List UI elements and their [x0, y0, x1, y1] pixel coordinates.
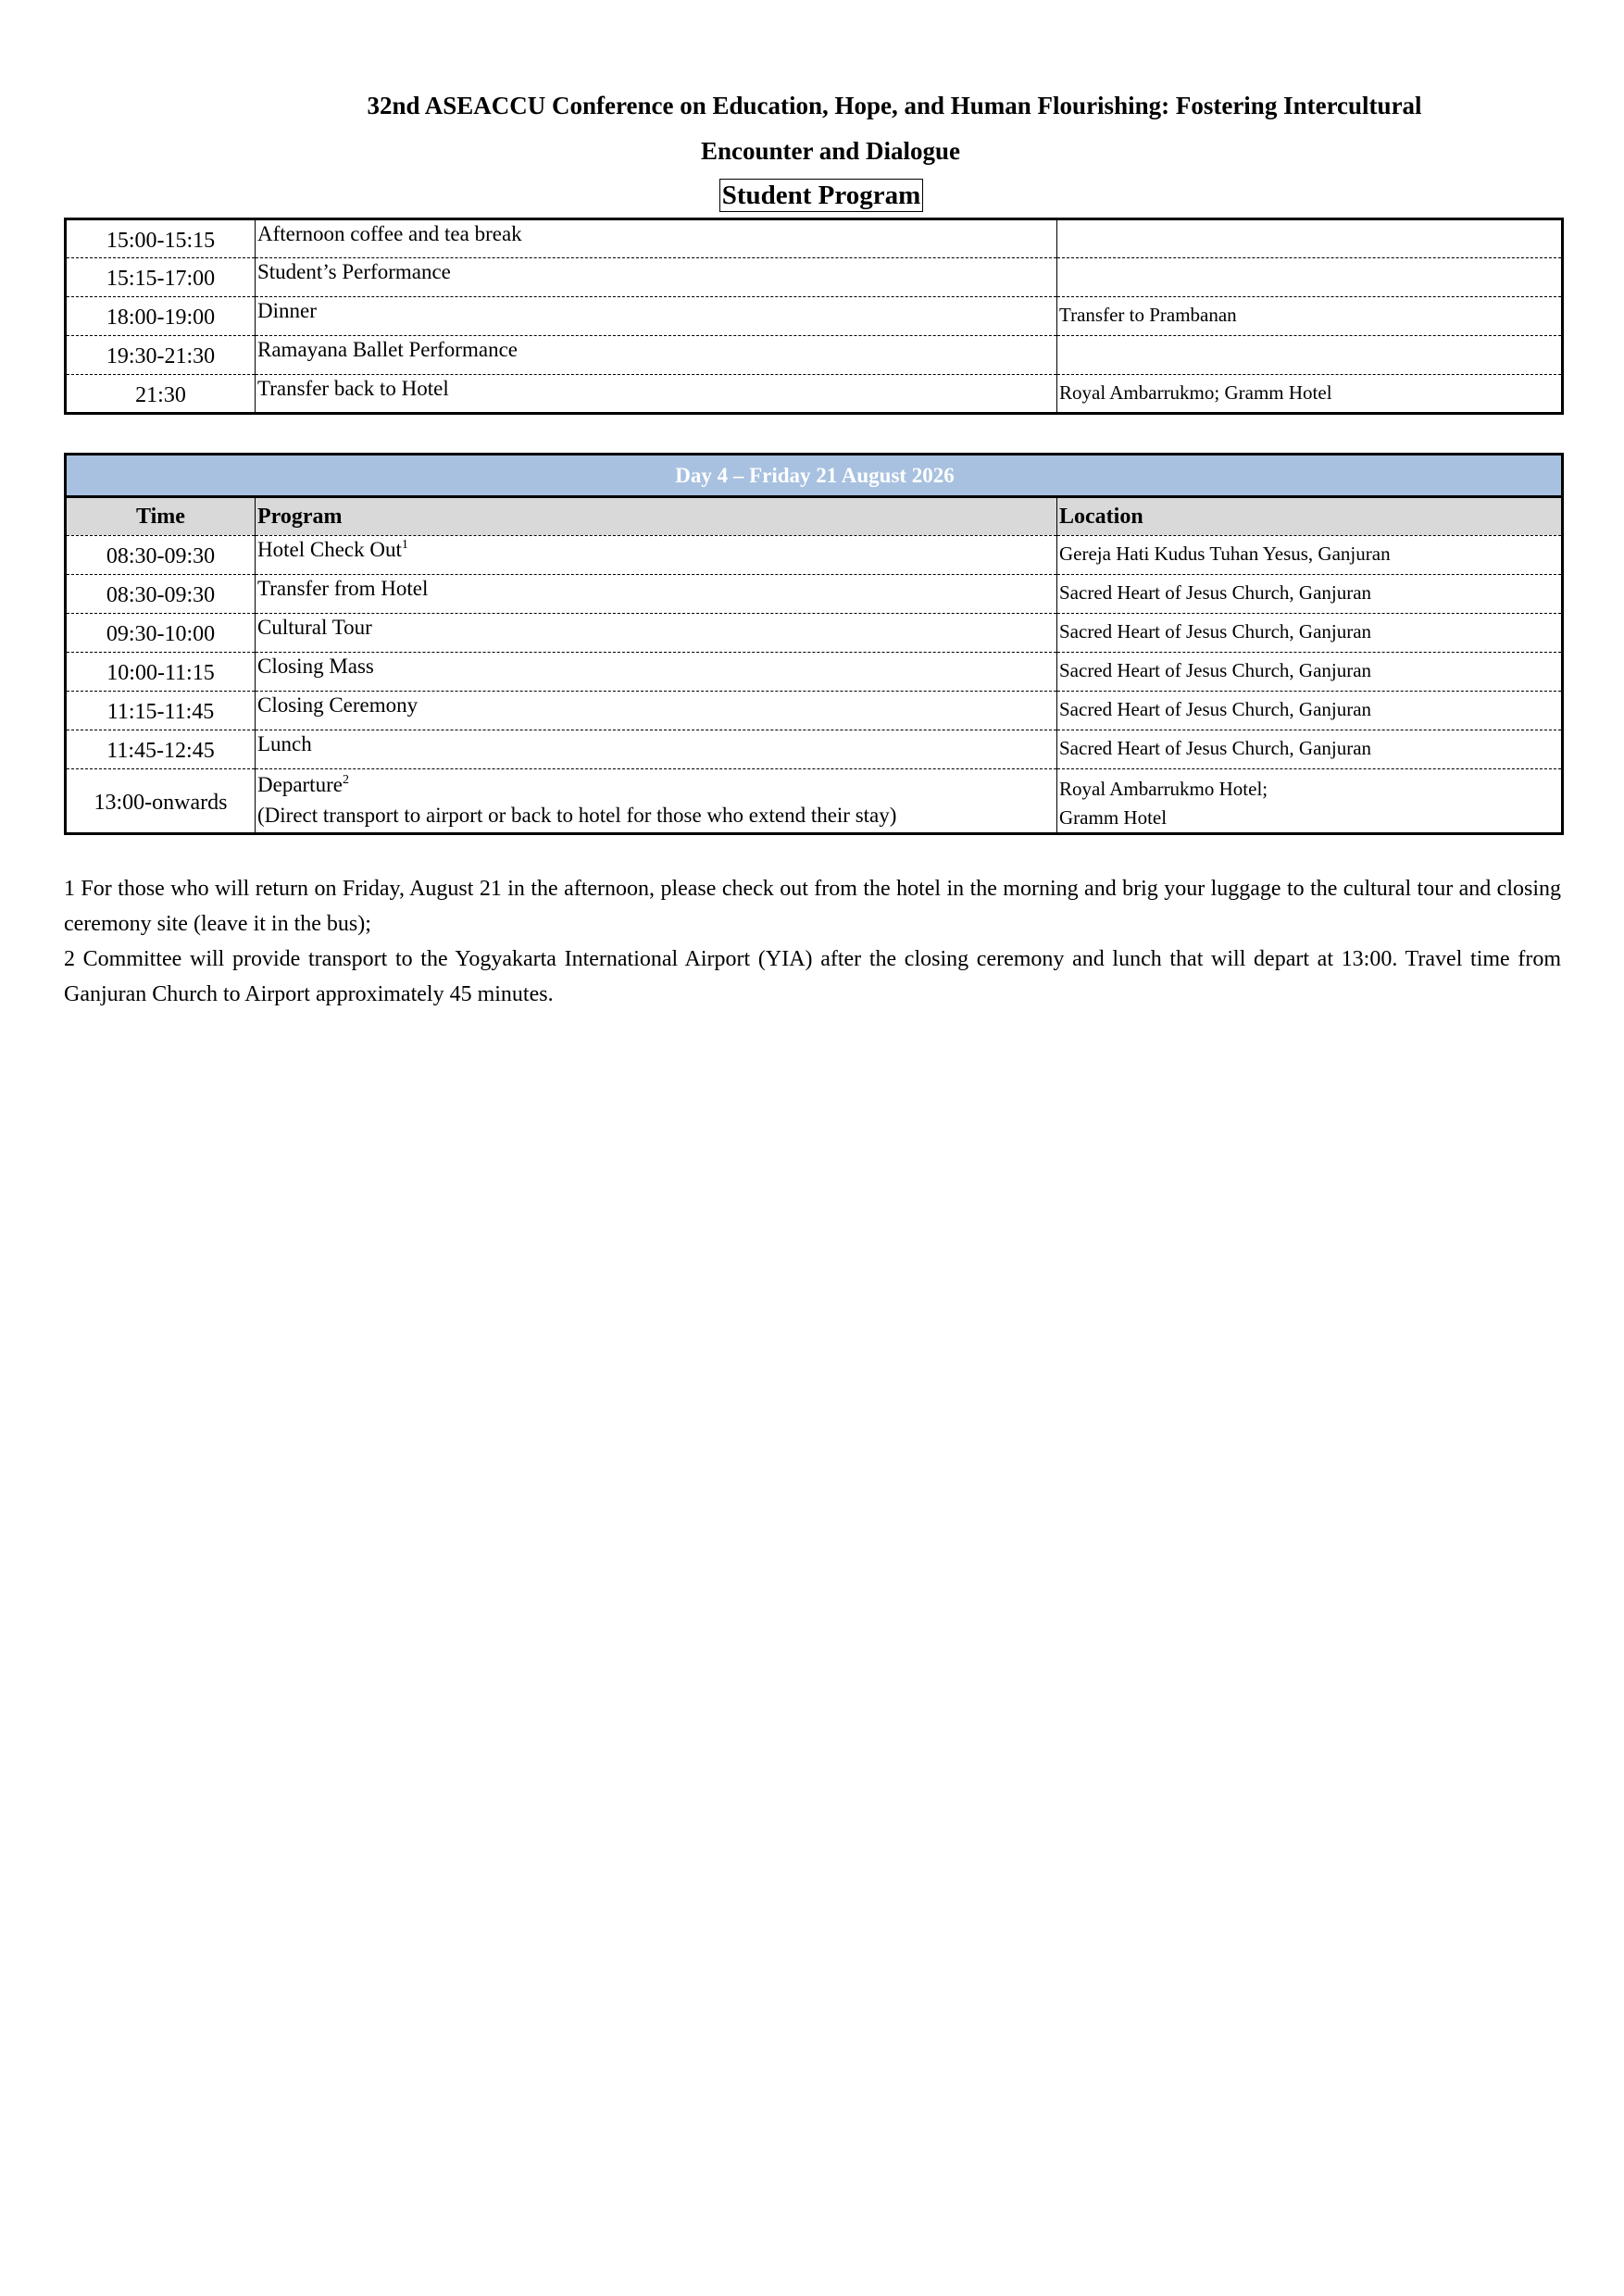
- day-header-row: [66, 455, 1563, 497]
- program-cell: Closing Mass: [256, 653, 1057, 692]
- program-cell: Transfer back to Hotel: [256, 375, 1057, 414]
- table-row: [66, 653, 1563, 692]
- location-cell: Sacred Heart of Jesus Church, Ganjuran: [1057, 730, 1563, 769]
- location-cell: Sacred Heart of Jesus Church, Ganjuran: [1057, 614, 1563, 653]
- program-note: (Direct transport to airport or back to hotel for those who extend their stay): [257, 804, 897, 827]
- table-row: [66, 375, 1563, 414]
- location-cell: [1057, 258, 1563, 297]
- footnotes: [64, 871, 1561, 1012]
- column-header-location: Location: [1057, 497, 1563, 536]
- program-text: Departure: [257, 773, 343, 796]
- time-cell: 13:00-onwards: [66, 769, 256, 834]
- location-cell: [1057, 219, 1563, 258]
- time-cell: 11:15-11:45: [66, 692, 256, 730]
- location-line-2: Gramm Hotel: [1059, 806, 1168, 829]
- location-cell: Transfer to Prambanan: [1057, 297, 1563, 336]
- table-row: [66, 692, 1563, 730]
- location-cell: Gereja Hati Kudus Tuhan Yesus, Ganjuran: [1057, 536, 1563, 575]
- program-cell: [256, 769, 1057, 834]
- location-cell: [1057, 769, 1563, 834]
- table-row: [66, 336, 1563, 375]
- footnote-1: 1 For those who will return on Friday, August 21 in the afternoon, please check out from the hotel in the morning and brig your luggage to the cultural tour and closing ceremony site (leave it in the bus);: [64, 877, 1561, 936]
- schedule-table-continued: [64, 218, 1564, 415]
- time-cell: 08:30-09:30: [66, 536, 256, 575]
- program-cell: Transfer from Hotel: [256, 575, 1057, 614]
- program-cell: Lunch: [256, 730, 1057, 769]
- program-cell: Ramayana Ballet Performance: [256, 336, 1057, 375]
- table-row: [66, 219, 1563, 258]
- table-row: [66, 614, 1563, 653]
- time-cell: 18:00-19:00: [66, 297, 256, 336]
- time-cell: 21:30: [66, 375, 256, 414]
- program-cell: Dinner: [256, 297, 1057, 336]
- day-header: Day 4 – Friday 21 August 2026: [66, 455, 1563, 497]
- program-cell: [256, 536, 1057, 575]
- footnote-marker: 1: [401, 538, 408, 552]
- footnote-2: 2 Committee will provide transport to the Yogyakarta International Airport (YIA) after the closing ceremony and lunch that will depart at 13:00. Travel time from Ganjuran Church to Airport approximately 45 minutes.: [64, 947, 1561, 1006]
- table-row: [66, 575, 1563, 614]
- table-row: [66, 769, 1563, 834]
- program-cell: Afternoon coffee and tea break: [256, 219, 1057, 258]
- location-cell: Royal Ambarrukmo; Gramm Hotel: [1057, 375, 1563, 414]
- program-cell: Student’s Performance: [256, 258, 1057, 297]
- location-line-1: Royal Ambarrukmo Hotel;: [1059, 778, 1268, 800]
- time-cell: 08:30-09:30: [66, 575, 256, 614]
- program-cell: Closing Ceremony: [256, 692, 1057, 730]
- table-row: [66, 536, 1563, 575]
- program-subtitle: Student Program: [719, 179, 924, 212]
- document-title-line-2: Encounter and Dialogue: [700, 137, 961, 165]
- location-cell: Sacred Heart of Jesus Church, Ganjuran: [1057, 575, 1563, 614]
- time-cell: 15:00-15:15: [66, 219, 256, 258]
- column-header-row: [66, 497, 1563, 536]
- table-row: [66, 730, 1563, 769]
- time-cell: 09:30-10:00: [66, 614, 256, 653]
- program-cell: Cultural Tour: [256, 614, 1057, 653]
- time-cell: 19:30-21:30: [66, 336, 256, 375]
- document-title-line-1: 32nd ASEACCU Conference on Education, Hope, and Human Flourishing: Fostering Intercultural: [367, 92, 1422, 119]
- table-row: [66, 258, 1563, 297]
- column-header-time: Time: [66, 497, 256, 536]
- location-cell: Sacred Heart of Jesus Church, Ganjuran: [1057, 692, 1563, 730]
- schedule-table-day-4: [64, 453, 1564, 835]
- subtitle-container: [0, 179, 1624, 212]
- time-cell: 11:45-12:45: [66, 730, 256, 769]
- time-cell: 15:15-17:00: [66, 258, 256, 297]
- location-cell: Sacred Heart of Jesus Church, Ganjuran: [1057, 653, 1563, 692]
- column-header-program: Program: [256, 497, 1057, 536]
- location-cell: [1057, 336, 1563, 375]
- footnote-marker: 2: [342, 773, 349, 787]
- time-cell: 10:00-11:15: [66, 653, 256, 692]
- table-row: [66, 297, 1563, 336]
- program-text: Hotel Check Out: [257, 538, 402, 561]
